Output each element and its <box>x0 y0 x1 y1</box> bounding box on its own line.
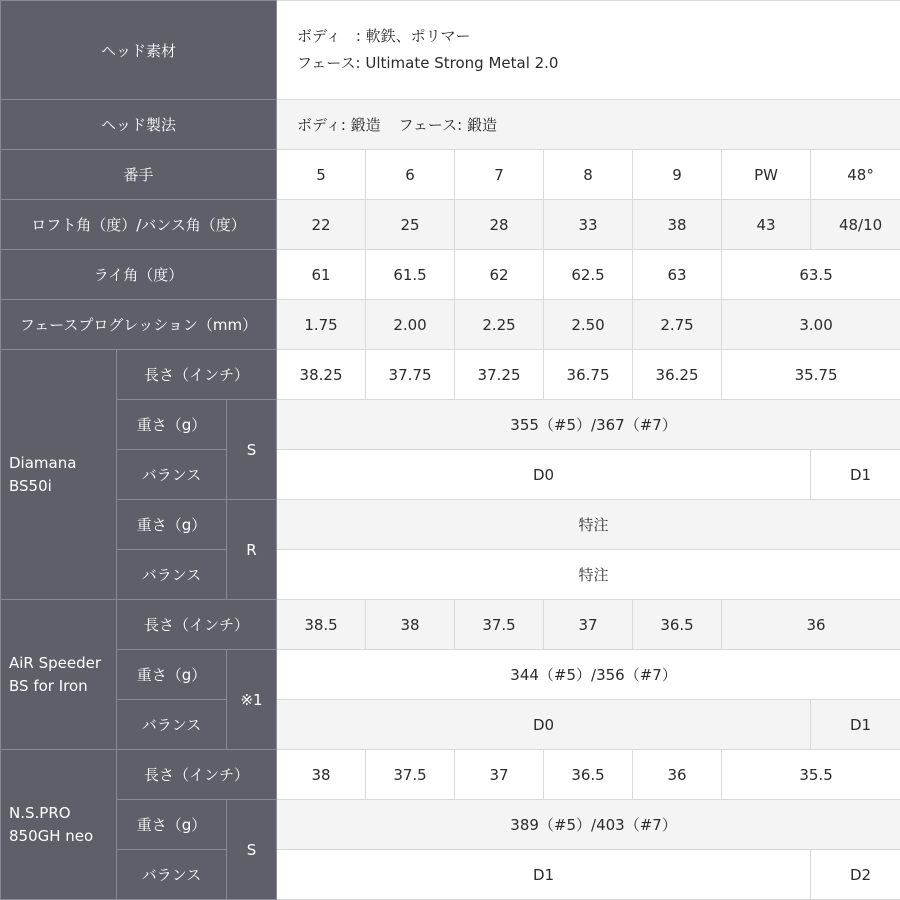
diamana-length-cell: 37.75 <box>366 350 455 400</box>
air-balance-value: D0 <box>277 700 811 750</box>
number-cell: 8 <box>544 150 633 200</box>
shaft-ns-pro-name <box>1 750 117 900</box>
air-balance-wedge: D1 <box>811 700 900 750</box>
diamana-r-balance-value: 特注 <box>277 550 900 600</box>
air-length-cell: 36.5 <box>633 600 722 650</box>
lie-cell: 62 <box>455 250 544 300</box>
diamana-s-balance-wedge: D1 <box>811 450 900 500</box>
air-balance-label: バランス <box>117 700 227 750</box>
ns-flex-s: S <box>227 800 277 900</box>
number-cell: 9 <box>633 150 722 200</box>
air-flex-note: ※1 <box>227 650 277 750</box>
diamana-r-weight-label: 重さ（g） <box>117 500 227 550</box>
row-ns-balance <box>1 850 900 900</box>
progression-cell: 2.00 <box>366 300 455 350</box>
loft-cell: 22 <box>277 200 366 250</box>
shaft-diamana-name-line2: BS50i <box>9 476 52 495</box>
lie-cell: 61 <box>277 250 366 300</box>
row-diamana-r-weight <box>1 500 900 550</box>
diamana-length-cell: 36.25 <box>633 350 722 400</box>
ns-length-cell-wedge: 35.5 <box>722 750 900 800</box>
ns-weight-label: 重さ（g） <box>117 800 227 850</box>
head-method-label: ヘッド製法 <box>1 100 277 150</box>
row-number <box>1 150 900 200</box>
loft-cell: 48/10 <box>811 200 900 250</box>
head-material-label: ヘッド素材 <box>1 1 277 100</box>
loft-cell: 33 <box>544 200 633 250</box>
loft-cell: 25 <box>366 200 455 250</box>
air-length-cell: 37.5 <box>455 600 544 650</box>
number-label: 番手 <box>1 150 277 200</box>
row-air-length <box>1 600 900 650</box>
head-material-body: ボディ : 軟鉄、ポリマー <box>297 27 471 45</box>
air-length-cell: 38 <box>366 600 455 650</box>
row-head-material <box>1 1 900 100</box>
diamana-r-weight-value: 特注 <box>277 500 900 550</box>
diamana-s-balance-label: バランス <box>117 450 227 500</box>
number-cell: 5 <box>277 150 366 200</box>
diamana-s-weight-value: 355（#5）/367（#7） <box>277 400 900 450</box>
shaft-ns-name-line2: 850GH neo <box>9 826 94 845</box>
row-diamana-s-weight <box>1 400 900 450</box>
diamana-s-weight-label: 重さ（g） <box>117 400 227 450</box>
diamana-length-cell: 37.25 <box>455 350 544 400</box>
progression-label: フェースプログレッション（mm） <box>1 300 277 350</box>
diamana-length-cell: 36.75 <box>544 350 633 400</box>
number-cell: 48° <box>811 150 900 200</box>
row-air-weight <box>1 650 900 700</box>
row-lie <box>1 250 900 300</box>
loft-cell: 43 <box>722 200 811 250</box>
ns-weight-value: 389（#5）/403（#7） <box>277 800 900 850</box>
air-length-cell: 37 <box>544 600 633 650</box>
shaft-air-speeder-name <box>1 600 117 750</box>
shaft-diamana-name-line1: Diamana <box>9 453 77 472</box>
diamana-length-cell-wedge: 35.75 <box>722 350 900 400</box>
head-method-value <box>277 100 900 150</box>
loft-label: ロフト角（度）/バンス角（度） <box>1 200 277 250</box>
progression-cell: 2.50 <box>544 300 633 350</box>
row-ns-length <box>1 750 900 800</box>
air-length-label: 長さ（インチ） <box>117 600 277 650</box>
diamana-r-balance-label: バランス <box>117 550 227 600</box>
loft-cell: 28 <box>455 200 544 250</box>
ns-length-cell: 38 <box>277 750 366 800</box>
ns-length-cell: 37 <box>455 750 544 800</box>
shaft-ns-name-line1: N.S.PRO <box>9 803 71 822</box>
row-ns-weight <box>1 800 900 850</box>
progression-cell: 2.25 <box>455 300 544 350</box>
number-cell: 7 <box>455 150 544 200</box>
shaft-diamana-name <box>1 350 117 600</box>
head-method-body: ボディ: 鍛造 <box>297 116 381 134</box>
ns-length-cell: 37.5 <box>366 750 455 800</box>
ns-length-cell: 36.5 <box>544 750 633 800</box>
progression-cell: 2.75 <box>633 300 722 350</box>
ns-length-cell: 36 <box>633 750 722 800</box>
ns-balance-label: バランス <box>117 850 227 900</box>
diamana-s-balance-value: D0 <box>277 450 811 500</box>
ns-balance-wedge: D2 <box>811 850 900 900</box>
row-progression <box>1 300 900 350</box>
air-weight-value: 344（#5）/356（#7） <box>277 650 900 700</box>
ns-length-label: 長さ（インチ） <box>117 750 277 800</box>
diamana-length-label: 長さ（インチ） <box>117 350 277 400</box>
diamana-flex-s: S <box>227 400 277 500</box>
air-length-cell: 38.5 <box>277 600 366 650</box>
air-length-cell-wedge: 36 <box>722 600 900 650</box>
shaft-air-name-line2: BS for Iron <box>9 676 88 695</box>
head-material-value <box>277 1 900 100</box>
lie-cell: 61.5 <box>366 250 455 300</box>
diamana-flex-r: R <box>227 500 277 600</box>
number-cell: 6 <box>366 150 455 200</box>
row-diamana-s-balance <box>1 450 900 500</box>
loft-cell: 38 <box>633 200 722 250</box>
air-weight-label: 重さ（g） <box>117 650 227 700</box>
row-loft <box>1 200 900 250</box>
ns-balance-value: D1 <box>277 850 811 900</box>
row-diamana-r-balance <box>1 550 900 600</box>
diamana-length-cell: 38.25 <box>277 350 366 400</box>
head-material-face: フェース: Ultimate Strong Metal 2.0 <box>297 54 559 72</box>
shaft-air-name-line1: AiR Speeder <box>9 653 102 672</box>
lie-cell: 63 <box>633 250 722 300</box>
progression-cell: 1.75 <box>277 300 366 350</box>
lie-label: ライ角（度） <box>1 250 277 300</box>
row-diamana-length <box>1 350 900 400</box>
row-air-balance <box>1 700 900 750</box>
head-method-face: フェース: 鍛造 <box>398 116 497 134</box>
number-cell: PW <box>722 150 811 200</box>
row-head-method <box>1 100 900 150</box>
lie-cell-wedge: 63.5 <box>722 250 900 300</box>
progression-cell-wedge: 3.00 <box>722 300 900 350</box>
lie-cell: 62.5 <box>544 250 633 300</box>
